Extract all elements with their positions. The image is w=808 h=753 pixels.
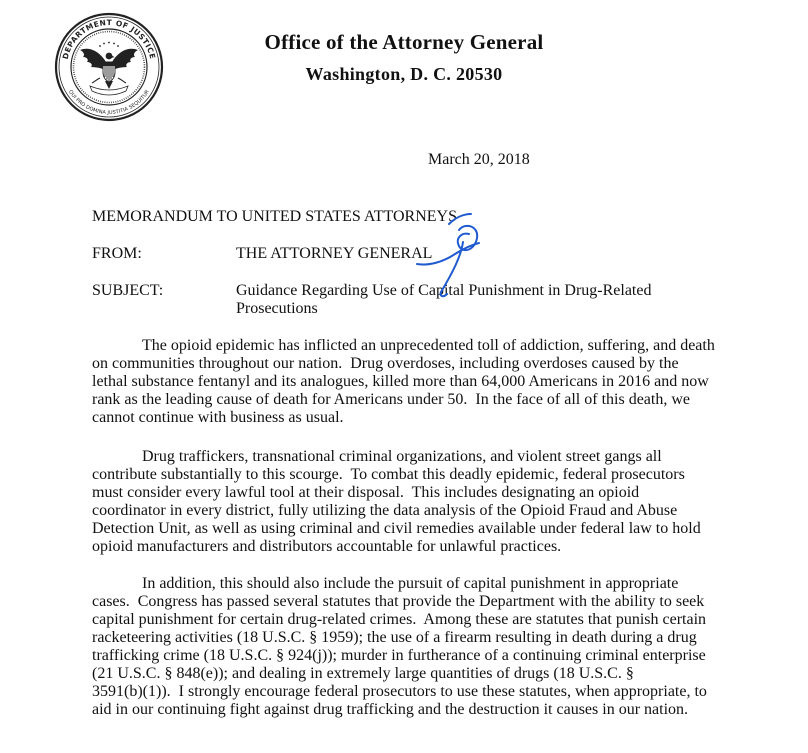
paragraph-line: rank as the leading cause of death for Americans under 50. In the face of all of this death, we — [92, 391, 690, 408]
subject-label: SUBJECT: — [92, 282, 164, 299]
paragraph-line: capital punishment for certain drug-related crimes. Among these are statutes that punish certain — [92, 611, 707, 628]
eagle-shield — [103, 62, 115, 82]
paragraph-line: cases. Congress has passed several statutes that provide the Department with the ability to seek — [92, 593, 705, 610]
paragraph-line: The opioid epidemic has inflicted an unprecedented toll of addiction, suffering, and death — [142, 337, 715, 354]
signature-crossbar — [417, 243, 479, 265]
paragraph-line: 3591(b)(1)). I strongly encourage federal prosecutors to use these statutes, when appropriate, to — [92, 683, 707, 700]
seal-bottom-lettering: QUI PRO DOMINA JUSTITIA SEQUITUR — [67, 89, 151, 117]
paragraph-line: Detection Unit, as well as using criminal and civil remedies available under federal law to hold — [92, 520, 701, 537]
letterhead-address: Washington, D. C. 20530 — [305, 64, 503, 84]
paragraph-line: contribute substantially to this scourge. To combat this deadly epidemic, federal prosecutors — [92, 466, 685, 483]
paragraph-line: cannot continue with business as usual. — [92, 409, 344, 426]
paragraph-line: trafficking crime (18 U.S.C. § 924(j)); murder in furtherance of a continuing criminal enterprise — [92, 647, 706, 664]
signature — [405, 208, 490, 300]
paragraph-line: (21 U.S.C. § 848(e)); and dealing in extremely large quantities of drugs (18 U.S.C. § — [92, 665, 634, 682]
memo-date: March 20, 2018 — [428, 151, 530, 168]
paragraph-line: racketeering activities (18 U.S.C. § 1959); the use of a firearm resulting in death during a drug — [92, 629, 697, 646]
paragraph-line: opioid manufacturers and distributors accountable for unlawful practices. — [92, 538, 562, 555]
paragraph-line: aid in our continuing fight against drug trafficking and the destruction it causes in our nation. — [92, 701, 689, 718]
subject-line: Guidance Regarding Use of Capital Punishment in Drug-Related — [236, 282, 652, 299]
paragraph-line: on communities throughout our nation. Drug overdoses, including overdoses caused by the — [92, 355, 679, 372]
signature-descender — [441, 242, 463, 292]
letterhead-office: Office of the Attorney General — [264, 30, 544, 54]
memo-to-line: MEMORANDUM TO UNITED STATES ATTORNEYS — [92, 208, 457, 225]
signature-top-stroke — [449, 214, 471, 224]
subject-line: Prosecutions — [236, 300, 318, 317]
from-label: FROM: — [92, 245, 142, 262]
doj-seal — [54, 12, 164, 122]
paragraph-line: coordinator in every district, fully utilizing the data analysis of the Opioid Fraud and Abuse — [92, 502, 678, 519]
paragraph-line: Drug traffickers, transnational criminal organizations, and violent street gangs all — [142, 448, 662, 465]
signature-tail — [440, 292, 447, 296]
paragraph-line: must consider every lawful tool at their disposal. This includes designating an opioid — [92, 484, 640, 501]
seal-top-lettering: DEPARTMENT OF JUSTICE — [60, 17, 158, 61]
eagle-head — [106, 53, 113, 60]
paragraph-line: In addition, this should also include the pursuit of capital punishment in appropriate — [142, 575, 679, 592]
from-value: THE ATTORNEY GENERAL — [236, 245, 433, 262]
paragraph-line: lethal substance fentanyl and its analogues, killed more than 64,000 Americans in 2016 and now — [92, 373, 709, 390]
